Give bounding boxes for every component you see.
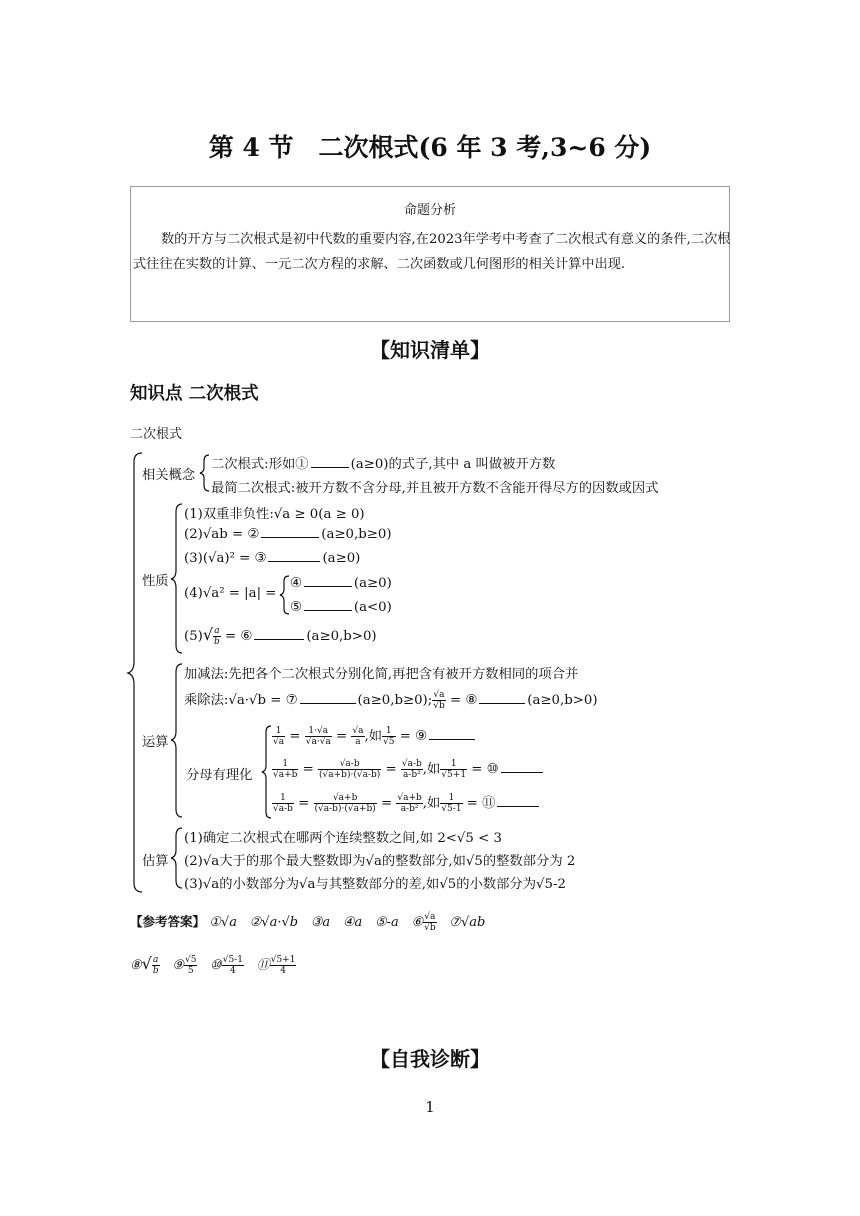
rationalize-brace: [262, 726, 271, 818]
property-1: (1)双重非负性:√a ≥ 0(a ≥ 0): [184, 507, 365, 522]
answers-line-2: ⑧√ $\frac{a}{b}$ ⑨ $\frac{√5}{5}$ ⑩ $\frac{√5-1}{4}$ ⑪ $\frac{√5+1}{4}$: [130, 954, 296, 976]
answers-line-1: 【参考答案】 ①√a ②√a·√b ③a ④a ⑤-a ⑥ $\frac{√a}{√b}$ ⑦√ab: [130, 912, 486, 933]
estimation-3: (3)√a的小数部分为√a与其整数部分的差,如√5的小数部分为√5-2: [184, 877, 566, 892]
concept-simplest: 最简二次根式:被开方数不含分母,并且被开方数不含能开得尽方的因数或因式: [211, 481, 659, 496]
concept-label: 相关概念: [142, 468, 196, 483]
self-diagnosis-heading: 【自我诊断】: [370, 1047, 490, 1071]
outer-brace: [128, 453, 142, 892]
concept-definition: 二次根式:形如① (a≥0)的式子,其中 a 叫做被开方数: [211, 457, 556, 472]
operation-multiplication: 乘除法:√a·√b = ⑦ (a≥0,b≥0); $\frac{√a}{√b}$ = ⑧ (a≥0,b>0): [184, 690, 598, 711]
analysis-heading: 命题分析: [403, 203, 456, 218]
knowledge-point-heading: 知识点 二次根式: [130, 384, 259, 404]
rationalize-row-2: $\frac{1}{√a+b}$ = $\frac{√a-b}{(√a+b)\cdot(√a-b)}$ = $\frac{√a-b}{\text{a-b²}}$ ,如 $\frac{1}{√5+1}$ = ⑩: [272, 758, 545, 780]
rationalize-row-1: $\frac{1}{√a}$ = $\frac{1\cdot√a}{√a\cdot√a}$ = $\frac{√a}{a}$ ,如 $\frac{1}{√5}$ = ⑨: [272, 725, 477, 747]
estimation-2: (2)√a大于的那个最大整数即为√a的整数部分,如√5的整数部分为 2: [184, 854, 576, 869]
property-4-case-1: ④ (a≥0): [290, 576, 392, 591]
operations-brace: [171, 664, 182, 817]
analysis-body: 数的开方与二次根式是初中代数的重要内容,在2023年学考中考查了二次根式有意义的条件,二次根式往往在实数的计算、一元二次方程的求解、二次函数或几何图形的相关计算中出现.: [133, 232, 731, 272]
concept-brace: [200, 455, 209, 491]
estimation-1: (1)确定二次根式在哪两个连续整数之间,如 2<√5 < 3: [184, 831, 502, 846]
operation-addition: 加减法:先把各个二次根式分别化简,再把含有被开方数相同的项合并: [184, 667, 579, 682]
abs-cases-brace: [280, 576, 289, 614]
property-5: (5)√ $\frac{a}{b}$ = ⑥ (a≥0,b>0): [184, 625, 377, 647]
page-title: 第 4 节 二次根式(6 年 3 考,3~6 分): [208, 133, 652, 162]
property-2: (2)√ab = ② (a≥0,b≥0): [184, 527, 392, 542]
properties-label: 性质: [142, 574, 169, 589]
knowledge-section-heading: 【知识清单】: [370, 338, 490, 362]
estimation-label: 估算: [142, 854, 169, 869]
properties-brace: [171, 504, 182, 653]
estimation-brace: [171, 828, 182, 888]
property-3: (3)(√a)² = ③ (a≥0): [184, 551, 361, 566]
property-4-case-2: ⑤ (a<0): [290, 600, 392, 615]
rationalize-label: 分母有理化: [186, 768, 253, 783]
property-4: (4)√a² = |a| =: [184, 586, 277, 601]
page-number: 1: [425, 1098, 435, 1116]
root-label: 二次根式: [130, 427, 183, 442]
rationalize-row-3: $\frac{1}{√a-b}$ = $\frac{√a+b}{(√a-b)\cdot(√a+b)}$ = $\frac{√a+b}{\text{a-b²}}$ ,如 $\frac{1}{√5-1}$ = ⑪: [272, 792, 541, 814]
operations-label: 运算: [142, 735, 169, 750]
